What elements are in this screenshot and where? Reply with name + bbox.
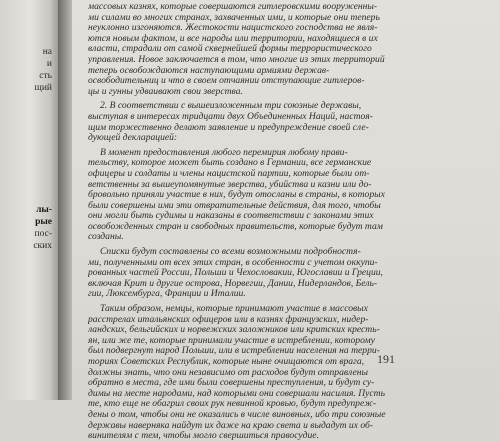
text-line: ветственны за вышеупомянутые зверства, убийства и казни или до- — [88, 179, 372, 190]
paragraph-warning — [88, 304, 418, 442]
text-line: димы на месте народами, над которыми они совершали насилия. Пусть — [88, 388, 385, 399]
text-line: цы и гунны удваивают свои зверства. — [88, 86, 243, 97]
text-line: освободительниц и что в своем отчаянии отступающие гитлеров- — [88, 76, 365, 87]
text-line: ториях Советских Республик, которые ныне очищаются от врага, — [88, 357, 365, 367]
paragraph-intro — [88, 2, 418, 97]
left-page-edge — [0, 0, 58, 400]
paragraph-lists — [88, 247, 418, 300]
left-page-fragment: пос- — [34, 229, 52, 239]
text-line: ян, или же те, которые принимали участие в истреблении, которому — [88, 335, 375, 346]
text-line: ми, полученными от всех этих стран, в особенности с учетом оккупи- — [88, 257, 378, 268]
book-gutter — [58, 0, 72, 400]
text-line: власти, страдали от самой сквернейшей формы террористического — [88, 44, 372, 55]
text-line: они могли быть судимы и наказаны в соответствии с законами этих — [88, 211, 374, 222]
text-line: ми силами во многих странах, захваченных ими, и которые они теперь — [88, 12, 380, 23]
paragraph-armistice — [88, 148, 418, 243]
text-line: дены о том, чтобы они не оказались в числе виновных, ибо три союзные — [88, 409, 386, 420]
text-line: был подвергнут народ Польши, или в истреблении населения на терри- — [88, 346, 380, 357]
left-page-fragment: на — [42, 47, 52, 57]
text-line: Списки будут составлены со всеми возможными подробностя- — [100, 247, 361, 258]
text-line: расстрелах итальянских офицеров или в казнях французских, нидер- — [88, 314, 369, 325]
page-body — [88, 2, 418, 442]
text-line: В момент предоставления любого перемирия любому прави- — [100, 147, 348, 158]
text-line: гии, Люксембурга, Франции и Италии. — [88, 289, 246, 300]
text-line: офицеры и солдаты и члены нацистской партии, которые были от- — [88, 168, 370, 179]
left-page-fragment: щий — [34, 83, 52, 93]
text-line: щим торжественно делают заявление и предупреждение своей сле- — [88, 122, 369, 133]
text-line: бровольно приняли участие в них, будут отосланы в страны, в которых — [88, 190, 385, 201]
left-page-fragment: сть — [39, 71, 52, 81]
text-line: ются новым фактом, и все народы или территории, находящиеся в их — [88, 33, 378, 44]
text-line: рованных частей России, Польши и Чехословакии, Югославии и Греции, — [88, 268, 383, 279]
book-page — [72, 0, 500, 442]
text-line: 2. В соответствии с вышеизложенным три союзные державы, — [100, 101, 362, 112]
text-line: Таким образом, немцы, которые принимают участие в массовых — [100, 304, 368, 315]
left-page-fragment: ских — [33, 241, 52, 251]
left-page-fragment: лы- — [36, 205, 52, 215]
text-line: выступая в интересах тридцати двух Объединенных Наций, настоя- — [88, 111, 373, 122]
text-line: массовых казнях, которые совершаются гитлеровскими вооруженны- — [88, 2, 378, 12]
text-line: дующей декларацией: — [88, 133, 178, 144]
text-line: неуклонно изгоняются. Жестокости нацистского господства не явля- — [88, 23, 378, 34]
text-line: включая Крит и другие острова, Норвегии, Дании, Нидерландов, Бель- — [88, 278, 378, 289]
text-line: управления. Новое заключается в том, что многие из этих территорий — [88, 54, 385, 65]
text-line: ландских, бельгийских и норвежских заложников или критских кресть- — [88, 325, 380, 336]
text-line: винителям с тем, чтобы могло свершиться правосудие. — [88, 431, 319, 442]
text-line: обратно в места, где ими были совершены преступления, и будут су- — [88, 378, 375, 389]
text-line: освобожденных стран и свободных правительств, которые будут там — [88, 221, 383, 232]
paragraph-declaration — [88, 101, 418, 143]
text-line: державы наверняка найдут их даже на краю света и выдадут их об- — [88, 420, 374, 431]
text-line: теперь освобождаются наступающими армиями держав- — [88, 65, 330, 76]
text-line: созданы. — [88, 232, 124, 243]
left-page-fragment: рые — [35, 217, 52, 227]
text-line: были совершены ими эти отвратительные действия, для того, чтобы — [88, 200, 381, 211]
page-number: 191 — [377, 352, 395, 366]
text-line: должны знать, что они независимо от расходов будут отправлены — [88, 367, 368, 378]
text-line: тельству, которое может быть создано в Германии, все германские — [88, 158, 372, 169]
left-page-fragment: и — [46, 59, 52, 69]
text-line: те, кто еще не обагрил своих рук невинной кровью, будут предупреж- — [88, 399, 377, 410]
